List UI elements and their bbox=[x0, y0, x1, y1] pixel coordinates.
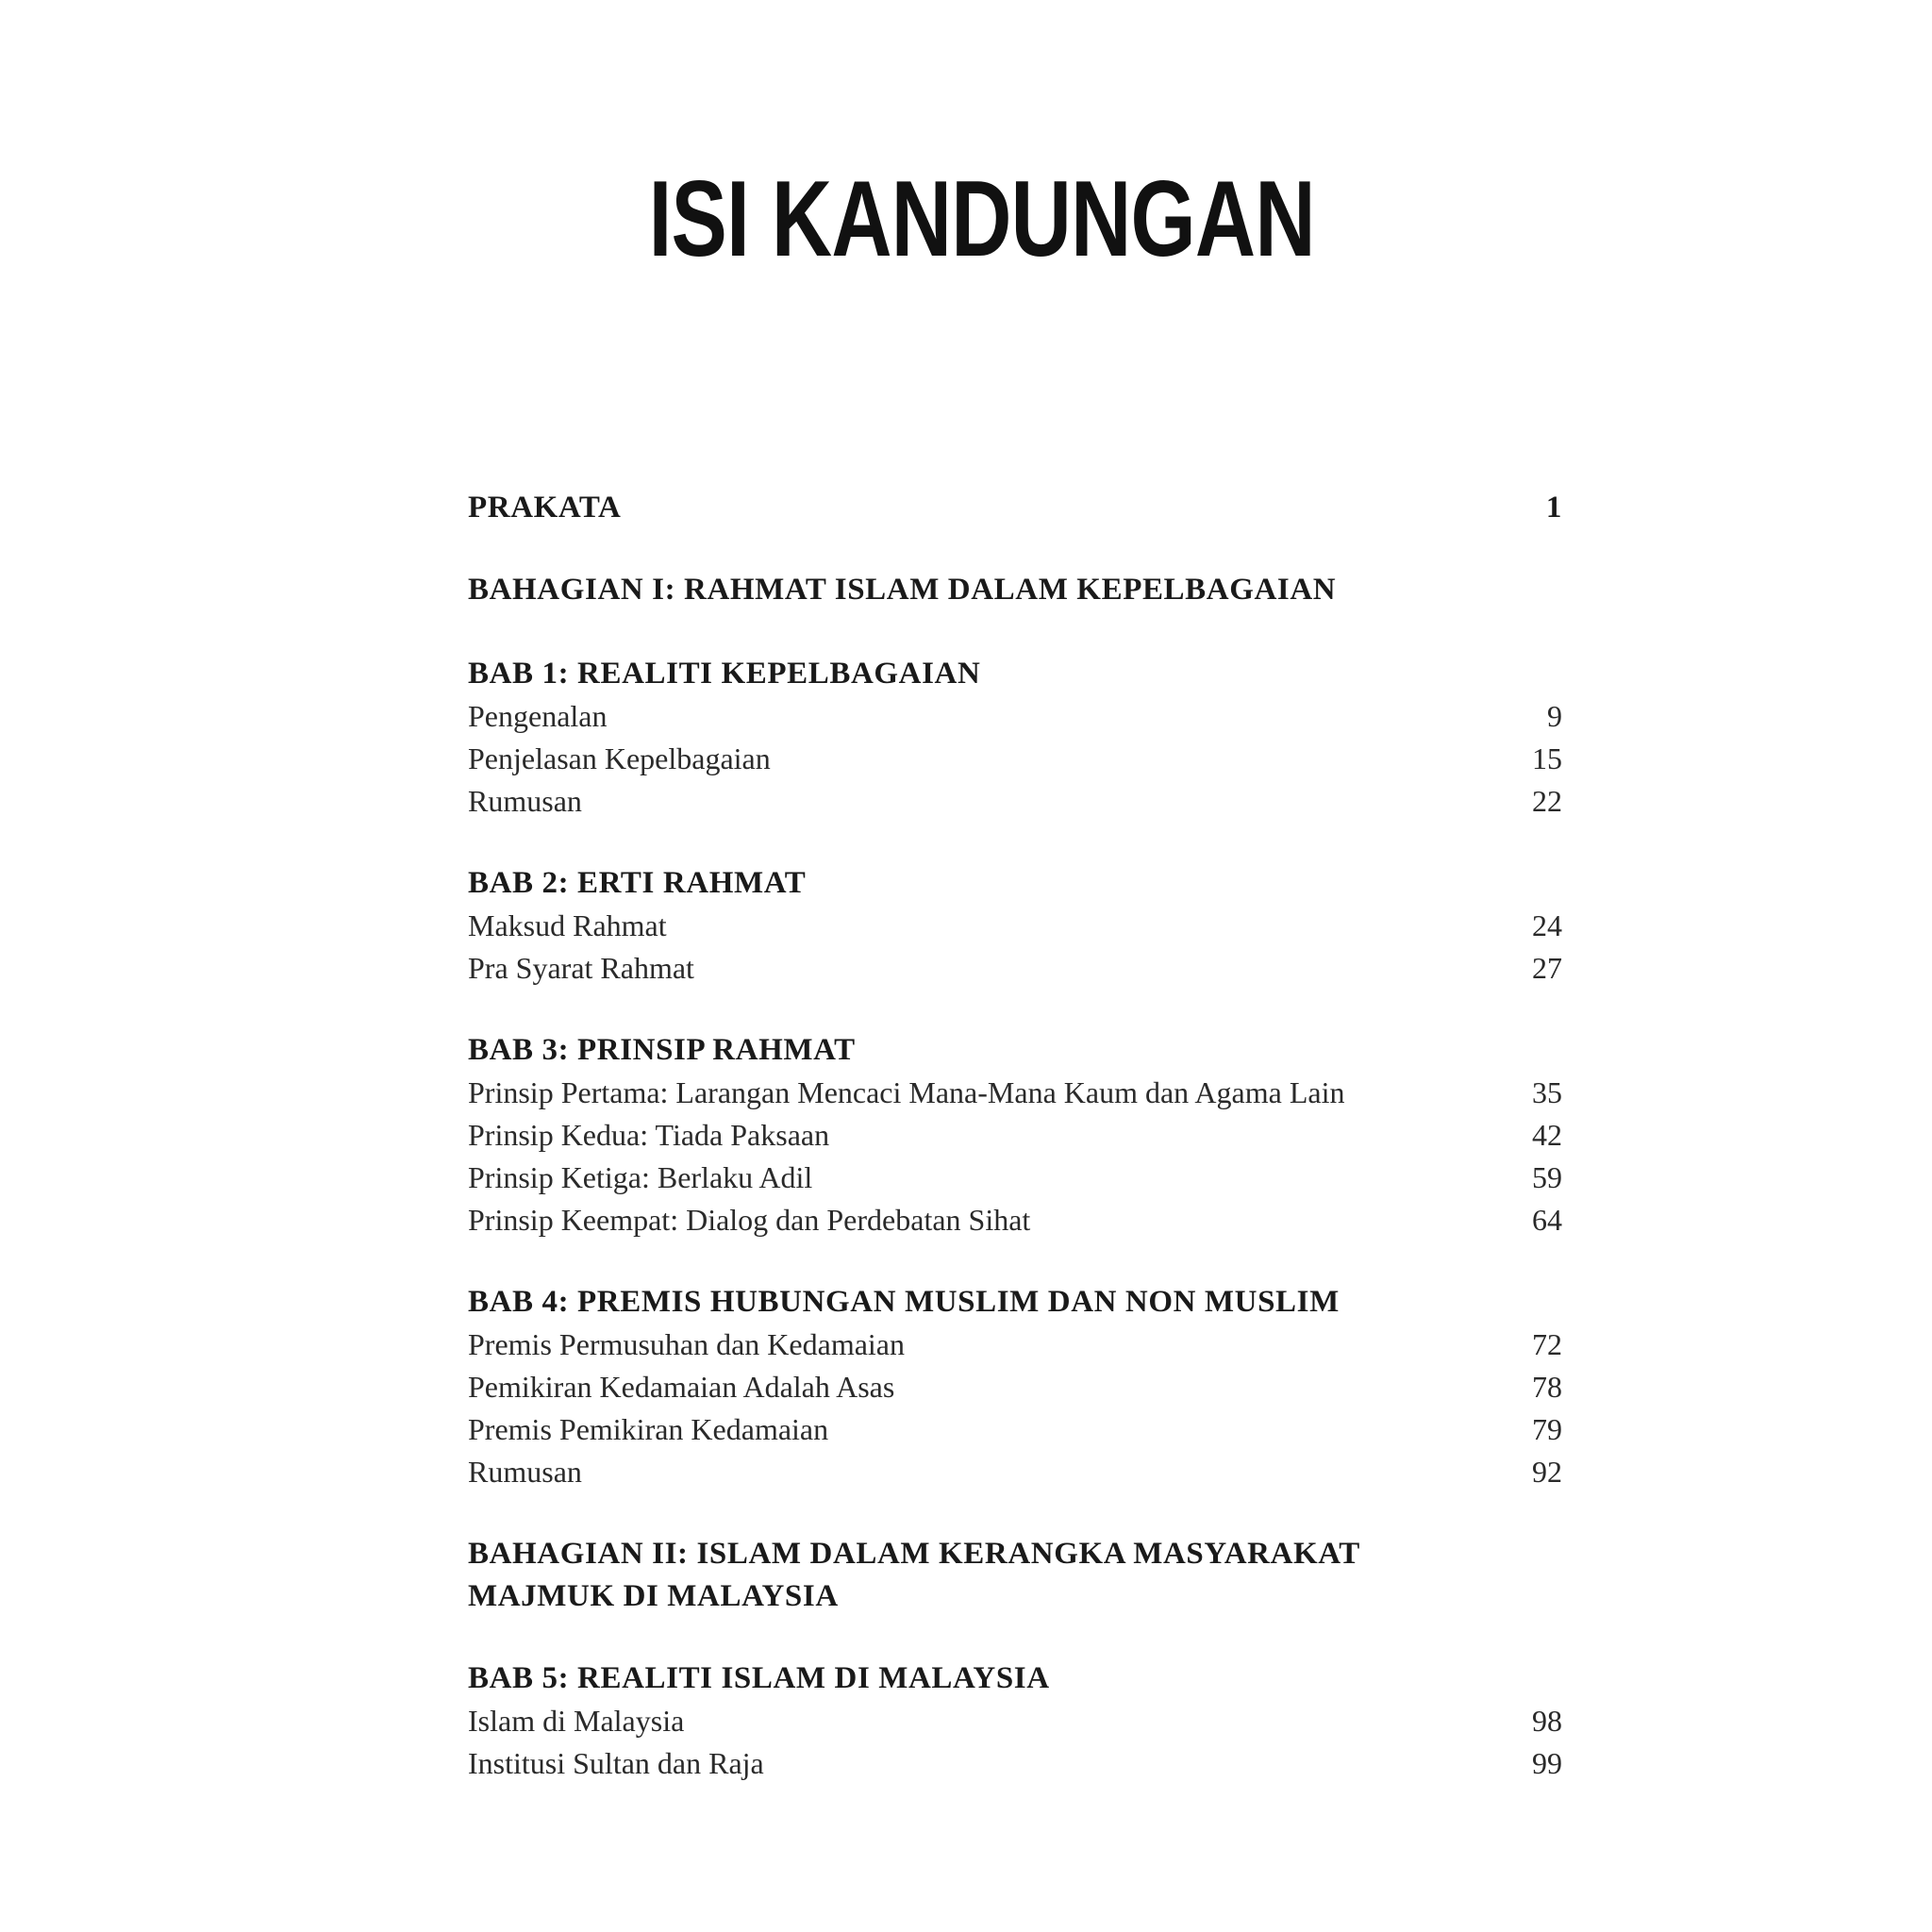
toc-entry-page: 42 bbox=[1532, 1118, 1562, 1152]
toc-entry-page: 79 bbox=[1532, 1412, 1562, 1446]
toc-entry[interactable] bbox=[468, 738, 1562, 780]
toc-entry[interactable] bbox=[468, 1742, 1562, 1785]
toc-entry-page: 64 bbox=[1532, 1203, 1562, 1237]
chapter-heading-label: BAB 2: ERTI RAHMAT bbox=[468, 866, 807, 900]
toc-entry-label: Pemikiran Kedamaian Adalah Asas bbox=[468, 1370, 895, 1404]
toc-entry[interactable] bbox=[468, 1451, 1562, 1493]
part-2-heading-line-2 bbox=[468, 1575, 1562, 1618]
toc-entry-label: Institusi Sultan dan Raja bbox=[468, 1746, 764, 1780]
toc-entry-page: 35 bbox=[1532, 1075, 1562, 1109]
toc-entry-label: PRAKATA bbox=[468, 491, 622, 525]
chapter-heading-label: BAB 5: REALITI ISLAM DI MALAYSIA bbox=[468, 1661, 1050, 1695]
toc-entry-page: 1 bbox=[1545, 491, 1562, 525]
toc-entry-page: 72 bbox=[1532, 1327, 1562, 1361]
toc-entry-prakata[interactable] bbox=[468, 487, 1562, 529]
toc-entry[interactable] bbox=[468, 780, 1562, 823]
part-heading-label: BAHAGIAN II: ISLAM DALAM KERANGKA MASYARAKAT bbox=[468, 1537, 1360, 1571]
part-1-heading bbox=[468, 569, 1562, 611]
chapter-heading-label: BAB 1: REALITI KEPELBAGAIAN bbox=[468, 657, 981, 691]
toc-entry[interactable] bbox=[468, 1366, 1562, 1408]
toc-entry[interactable] bbox=[468, 1114, 1562, 1157]
toc-entry[interactable] bbox=[468, 695, 1562, 738]
toc-entry[interactable] bbox=[468, 1408, 1562, 1451]
toc-entry-label: Penjelasan Kepelbagaian bbox=[468, 741, 771, 775]
toc-entry-page: 15 bbox=[1532, 741, 1562, 775]
toc-entry-page: 92 bbox=[1532, 1455, 1562, 1489]
toc-entry[interactable] bbox=[468, 905, 1562, 947]
toc-entry-label: Prinsip Keempat: Dialog dan Perdebatan Sihat bbox=[468, 1203, 1031, 1237]
toc-entry-label: Pengenalan bbox=[468, 699, 608, 733]
toc-entry[interactable] bbox=[468, 1324, 1562, 1366]
chapter-2-heading bbox=[468, 862, 1562, 905]
table-of-contents bbox=[468, 487, 1562, 1785]
toc-entry[interactable] bbox=[468, 947, 1562, 990]
part-heading-label: MAJMUK DI MALAYSIA bbox=[468, 1579, 839, 1613]
toc-entry-label: Rumusan bbox=[468, 1455, 582, 1489]
toc-entry-label: Prinsip Kedua: Tiada Paksaan bbox=[468, 1118, 830, 1152]
toc-entry-label: Pra Syarat Rahmat bbox=[468, 951, 694, 985]
toc-entry-label: Rumusan bbox=[468, 784, 582, 818]
toc-entry[interactable] bbox=[468, 1072, 1562, 1114]
chapter-5-heading bbox=[468, 1657, 1562, 1700]
part-2-heading-line-1 bbox=[468, 1533, 1562, 1575]
toc-entry-label: Islam di Malaysia bbox=[468, 1704, 685, 1738]
toc-entry-label: Premis Pemikiran Kedamaian bbox=[468, 1412, 829, 1446]
toc-entry-page: 9 bbox=[1547, 699, 1562, 733]
chapter-heading-label: BAB 4: PREMIS HUBUNGAN MUSLIM DAN NON MUSLIM bbox=[468, 1285, 1340, 1319]
toc-entry-label: Prinsip Pertama: Larangan Mencaci Mana-Mana Kaum dan Agama Lain bbox=[468, 1075, 1345, 1109]
page-title: ISI KANDUNGAN bbox=[648, 159, 1315, 279]
toc-entry-page: 98 bbox=[1532, 1704, 1562, 1738]
chapter-heading-label: BAB 3: PRINSIP RAHMAT bbox=[468, 1033, 856, 1067]
toc-entry[interactable] bbox=[468, 1199, 1562, 1241]
toc-entry-page: 24 bbox=[1532, 908, 1562, 942]
chapter-3-heading bbox=[468, 1029, 1562, 1072]
toc-entry-page: 78 bbox=[1532, 1370, 1562, 1404]
toc-entry[interactable] bbox=[468, 1157, 1562, 1199]
toc-entry-page: 59 bbox=[1532, 1160, 1562, 1194]
toc-entry-page: 27 bbox=[1532, 951, 1562, 985]
toc-entry-label: Maksud Rahmat bbox=[468, 908, 667, 942]
toc-entry-label: Prinsip Ketiga: Berlaku Adil bbox=[468, 1160, 813, 1194]
chapter-1-heading bbox=[468, 653, 1562, 695]
chapter-4-heading bbox=[468, 1281, 1562, 1324]
part-heading-label: BAHAGIAN I: RAHMAT ISLAM DALAM KEPELBAGAIAN bbox=[468, 573, 1337, 607]
toc-entry[interactable] bbox=[468, 1700, 1562, 1742]
toc-entry-label: Premis Permusuhan dan Kedamaian bbox=[468, 1327, 905, 1361]
toc-entry-page: 22 bbox=[1532, 784, 1562, 818]
toc-entry-page: 99 bbox=[1532, 1746, 1562, 1780]
